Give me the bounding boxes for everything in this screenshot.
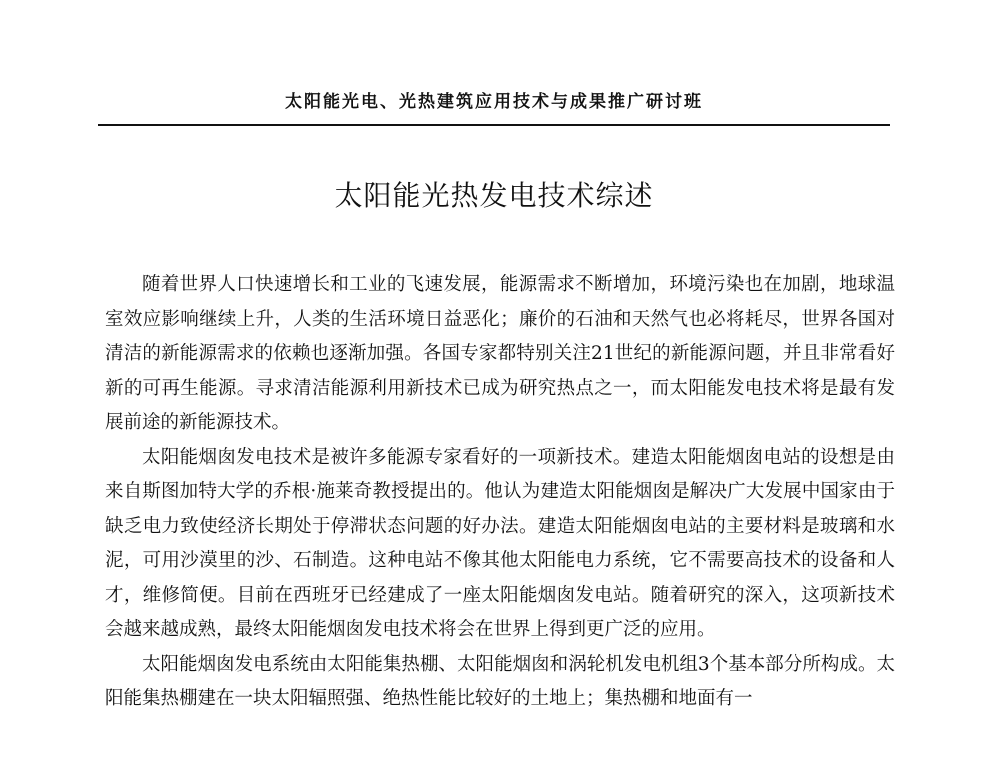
- header-rule: [98, 124, 890, 126]
- body-text: [105, 268, 895, 717]
- paragraph-1: 随着世界人口快速增长和工业的飞速发展，能源需求不断增加，环境污染也在加剧，地球温室效应影响继续上升，人类的生活环境日益恶化；廉价的石油和天然气也必将耗尽，世界各国对清洁的新能源需求的依赖也逐渐加强。各国专家都特别关注21世纪的新能源问题，并且非常看好新的可再生能源。寻求清洁能源利用新技术已成为研究热点之一，而太阳能发电技术将是最有发展前途的新能源技术。: [105, 274, 895, 433]
- document-title: 太阳能光热发电技术综述: [334, 179, 654, 212]
- paragraph-2: 太阳能烟囱发电技术是被许多能源专家看好的一项新技术。建造太阳能烟囱电站的设想是由来自斯图加特大学的乔根·施莱奇教授提出的。他认为建造太阳能烟囱是解决广大发展中国家由于缺乏电力致使经济长期处于停滞状态问题的好办法。建造太阳能烟囱电站的主要材料是玻璃和水泥，可用沙漠里的沙、石制造。这种电站不像其他太阳能电力系统，它不需要高技术的设备和人才，维修简便。目前在西班牙已经建成了一座太阳能烟囱发电站。随着研究的深入，这项新技术会越来越成熟，最终太阳能烟囱发电技术将会在世界上得到更广泛的应用。: [105, 446, 895, 640]
- paragraph-3: 太阳能烟囱发电系统由太阳能集热棚、太阳能烟囱和涡轮机发电机组3个基本部分所构成。太阳能集热棚建在一块太阳辐照强、绝热性能比较好的土地上；集热棚和地面有一: [105, 653, 895, 709]
- running-header: 太阳能光电、光热建筑应用技术与成果推广研讨班: [285, 92, 703, 112]
